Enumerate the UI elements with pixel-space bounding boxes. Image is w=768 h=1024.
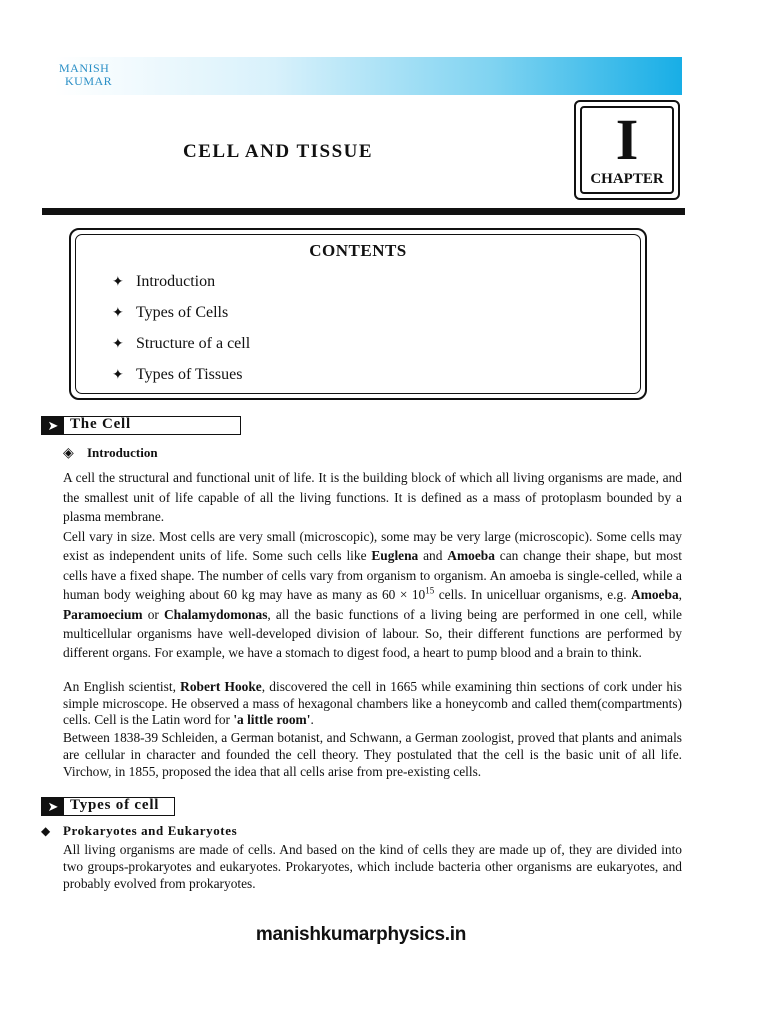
contents-box [69,228,647,400]
paragraph-intro: A cell the structural and functional unit of life. It is the building block of which all living organisms are made, and the smallest unit of life capable of all the living functions. It is defined as a mass of protoplasm bounded by a plasma membrane. [63,470,682,524]
exponent: 15 [425,585,435,596]
toc-item-label: Types of Tissues [136,366,243,383]
subheading-label: Introduction [87,445,158,460]
term-euglena: Euglena [371,548,419,564]
paragraph-cell-size [63,527,682,663]
text-run: , all the basic functions of a living being are performed in one cell, while multicellular organisms have well-developed division of labour. So, their different functions are performed by different organs. For example, we have a stomach to digest food, a heart to pump blood and a brain to think. [63,606,682,661]
text-run: can change their shape, but most cells have a fixed shape. The number of cells vary from organism to organism. An amoeba is single-celled, while a human body weighing about 60 kg may have as many as 60 × 10 [63,548,682,603]
paragraph-cell-theory: Between 1838-39 Schleiden, a German botanist, and Schwann, a German zoologist, proved that plants and animals are cellular in character and founded the cell theory. They postulated that the cell is the basic unit of all life. Virchow, in 1855, proposed the idea that all cells arise from pre-existing cells. [63,730,682,779]
header-divider [42,208,685,215]
section-title: Types of cell [70,797,160,813]
text-run: Cell vary in size. Most cells are very small (microscopic), some may be very large (microscopic). Some cells may exist as independent units of life. Some such cells like [63,529,682,564]
term-chalamydomonas: Chalamydomonas [163,606,268,622]
chapter-badge-frame [580,106,674,194]
subheading-label: Prokaryotes and Eukaryotes [63,823,238,838]
term-paramoecium: Paramoecium [63,606,143,622]
toc-item[interactable] [112,366,242,384]
footer-website[interactable]: manishkumarphysics.in [255,924,467,945]
text-run: An English scientist, [63,679,181,694]
header-band [55,57,682,95]
toc-item[interactable] [112,273,215,291]
logo-line1: MANISH [59,61,110,75]
subheading-introduction [63,445,158,462]
star-bullet-icon: ✦ [112,368,124,383]
toc-item-label: Introduction [136,273,216,290]
diamond-bullet-icon: ◆ [41,824,51,838]
text-run: or [142,606,164,622]
term-little-room: 'a little room' [233,712,311,727]
chapter-label: CHAPTER [590,171,664,187]
contents-box-frame [75,234,641,394]
toc-item[interactable] [112,335,250,353]
term-amoeba: Amoeba [447,548,495,564]
text-run: and [418,548,448,564]
arrow-right-icon: ➤ [42,798,64,815]
arrow-right-icon: ➤ [42,417,64,434]
chapter-badge [574,100,680,200]
contents-heading: CONTENTS [309,241,407,260]
section-header-the-cell [41,416,241,435]
section-header-types-of-cell [41,797,175,816]
page-title: CELL AND TISSUE [183,141,374,162]
star-bullet-icon: ✦ [112,306,124,321]
paragraph-robert-hooke [63,679,682,729]
chapter-number: I [615,107,639,172]
paragraph-prokaryotes: All living organisms are made of cells. And based on the kind of cells they are made up of, they are divided into two groups-prokaryotes and eukaryotes. Prokaryotes, which include bacteria other organisms are eukaryotes, and probably evolved from prokaryotes. [63,842,682,891]
term-robert-hooke: Robert Hooke [180,679,262,694]
toc-item-label: Types of Cells [136,304,229,321]
text-run: cells. In unicelluar organisms, e.g. [434,587,632,603]
subheading-prokaryotes-eukaryotes [41,823,237,839]
logo-line2: KUMAR [65,74,113,88]
text-run: , [678,587,682,603]
term-amoeba: Amoeba [631,587,679,603]
toc-item[interactable] [112,304,228,322]
star-bullet-icon: ✦ [112,337,124,352]
text-run: . [310,712,314,727]
section-title: The Cell [70,416,131,432]
diamond-bullet-icon: ◈ [63,446,74,461]
logo [59,62,139,88]
toc-item-label: Structure of a cell [136,335,251,352]
text-run: , discovered the cell in 1665 while examining thin sections of cork under his simple microscope. He observed a mass of hexagonal chambers like a honeycomb and called them(compartments) cells. Cell is the Latin word for [63,679,683,727]
star-bullet-icon: ✦ [112,275,124,290]
